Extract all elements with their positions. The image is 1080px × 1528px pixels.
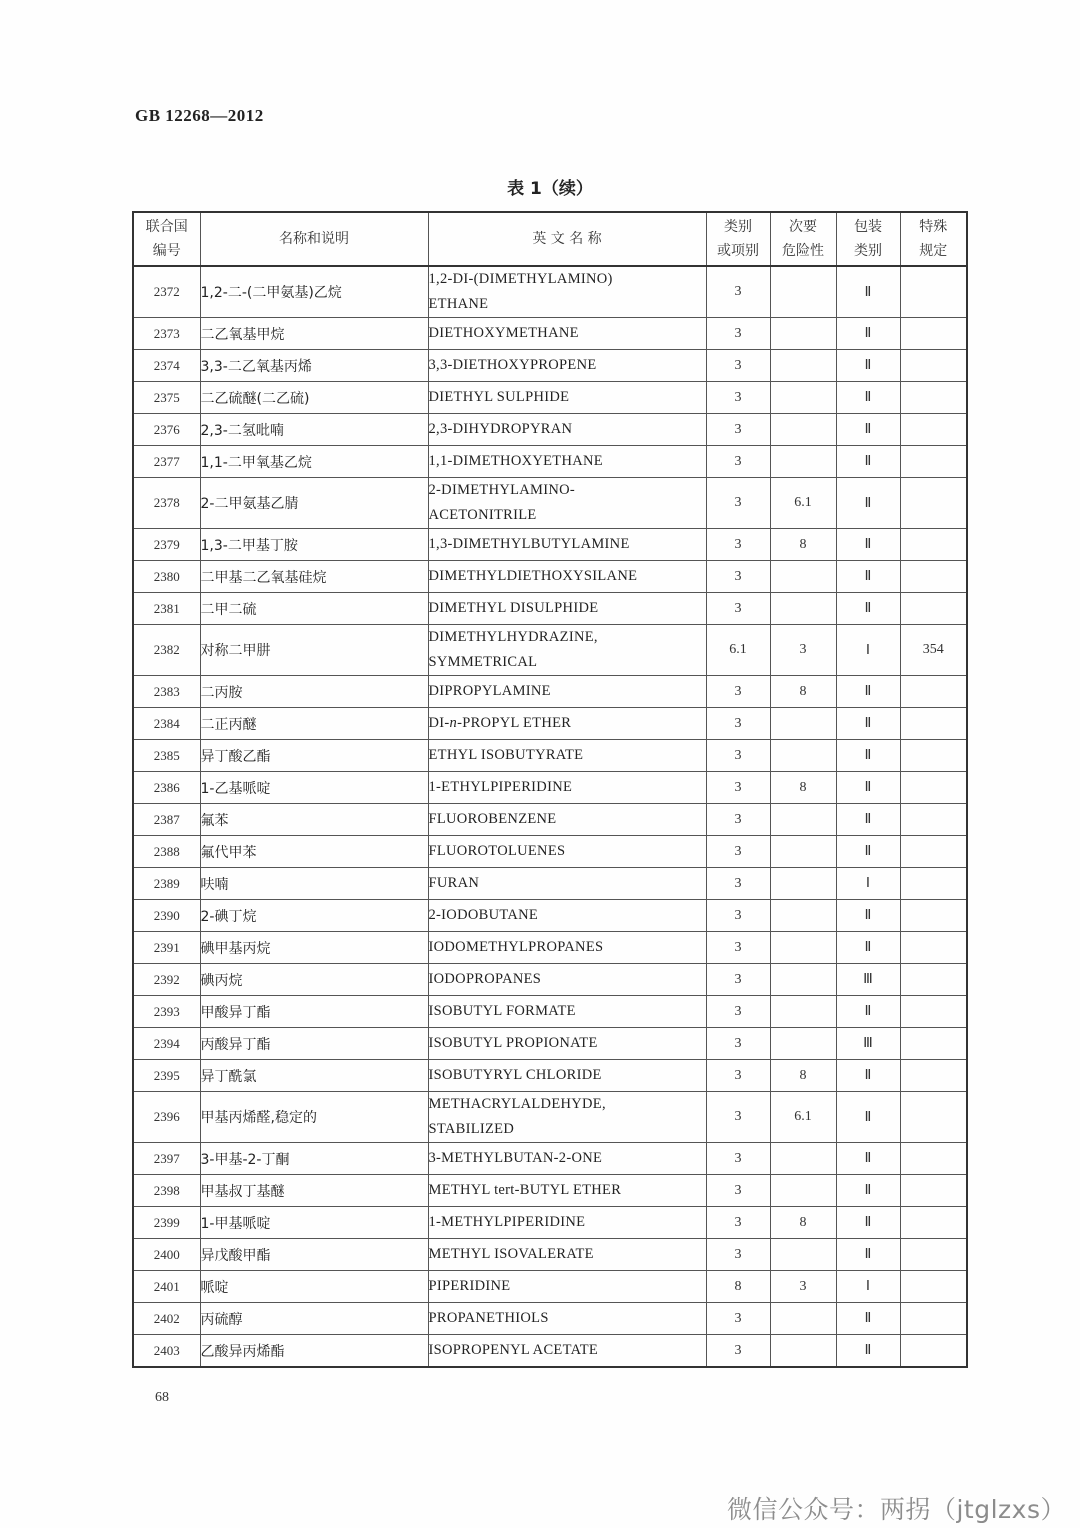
un-number-cell: 2387 (133, 804, 200, 836)
table-row (133, 529, 967, 561)
chinese-name-cell: 碘甲基丙烷 (200, 932, 428, 964)
un-number-cell: 2372 (133, 266, 200, 318)
un-number-cell: 2392 (133, 964, 200, 996)
un-number-cell: 2380 (133, 561, 200, 593)
english-name-cell: DIMETHYL DISULPHIDE (428, 593, 706, 625)
special-provisions-cell (900, 1239, 967, 1271)
english-name-cell: PIPERIDINE (428, 1271, 706, 1303)
special-provisions-cell (900, 266, 967, 318)
special-provisions-cell (900, 561, 967, 593)
english-name-cell: DIETHOXYMETHANE (428, 318, 706, 350)
class-cell: 3 (706, 446, 770, 478)
subsidiary-risk-cell: 8 (770, 529, 836, 561)
class-cell: 3 (706, 529, 770, 561)
english-name-cell: DIETHYL SULPHIDE (428, 382, 706, 414)
subsidiary-risk-cell (770, 593, 836, 625)
special-provisions-cell (900, 1303, 967, 1335)
special-provisions-cell (900, 414, 967, 446)
english-name-cell: 2-DIMETHYLAMINO- ACETONITRILE (428, 478, 706, 529)
standard-code: GB 12268—2012 (135, 106, 264, 125)
table-row (133, 676, 967, 708)
english-name-cell: 1,2-DI-(DIMETHYLAMINO) ETHANE (428, 266, 706, 318)
special-provisions-cell (900, 996, 967, 1028)
class-cell: 3 (706, 964, 770, 996)
packing-group-cell: Ⅱ (836, 318, 900, 350)
subsidiary-risk-cell: 3 (770, 1271, 836, 1303)
class-cell: 3 (706, 836, 770, 868)
packing-group-cell: Ⅱ (836, 382, 900, 414)
chinese-name-cell: 3-甲基-2-丁酮 (200, 1143, 428, 1175)
table-header-row (133, 212, 967, 266)
table-row (133, 900, 967, 932)
chinese-name-cell: 二正丙醚 (200, 708, 428, 740)
un-number-cell: 2396 (133, 1092, 200, 1143)
subsidiary-risk-cell (770, 1335, 836, 1368)
header-packing-group: 包装 类别 (836, 212, 900, 266)
chinese-name-cell: 1,1-二甲氧基乙烷 (200, 446, 428, 478)
chinese-name-cell: 二丙胺 (200, 676, 428, 708)
un-number-cell: 2385 (133, 740, 200, 772)
class-cell: 3 (706, 318, 770, 350)
table-row (133, 1271, 967, 1303)
un-number-cell: 2377 (133, 446, 200, 478)
chinese-name-cell: 异戊酸甲酯 (200, 1239, 428, 1271)
table-row (133, 1143, 967, 1175)
table-row (133, 1060, 967, 1092)
un-number-cell: 2383 (133, 676, 200, 708)
class-cell: 3 (706, 1028, 770, 1060)
un-number-cell: 2373 (133, 318, 200, 350)
subsidiary-risk-cell (770, 868, 836, 900)
packing-group-cell: Ⅱ (836, 932, 900, 964)
english-name-cell: ETHYL ISOBUTYRATE (428, 740, 706, 772)
chinese-name-cell: 2,3-二氢吡喃 (200, 414, 428, 446)
dangerous-goods-table (132, 211, 968, 1368)
table-row (133, 318, 967, 350)
packing-group-cell: Ⅱ (836, 676, 900, 708)
table-row (133, 836, 967, 868)
class-cell: 3 (706, 804, 770, 836)
class-cell: 3 (706, 266, 770, 318)
class-cell: 3 (706, 414, 770, 446)
english-name-cell: METHACRYLALDEHYDE, STABILIZED (428, 1092, 706, 1143)
table-row (133, 932, 967, 964)
table-row (133, 478, 967, 529)
un-number-cell: 2402 (133, 1303, 200, 1335)
english-name-cell: 1-ETHYLPIPERIDINE (428, 772, 706, 804)
un-number-cell: 2389 (133, 868, 200, 900)
special-provisions-cell (900, 932, 967, 964)
table-row (133, 708, 967, 740)
special-provisions-cell (900, 318, 967, 350)
class-cell: 3 (706, 1175, 770, 1207)
un-number-cell: 2394 (133, 1028, 200, 1060)
un-number-cell: 2393 (133, 996, 200, 1028)
subsidiary-risk-cell (770, 318, 836, 350)
packing-group-cell: Ⅱ (836, 772, 900, 804)
subsidiary-risk-cell (770, 964, 836, 996)
class-cell: 3 (706, 900, 770, 932)
packing-group-cell: Ⅱ (836, 1143, 900, 1175)
chinese-name-cell: 异丁酸乙酯 (200, 740, 428, 772)
class-cell: 3 (706, 868, 770, 900)
table-row (133, 996, 967, 1028)
table-row (133, 593, 967, 625)
special-provisions-cell (900, 382, 967, 414)
special-provisions-cell (900, 1271, 967, 1303)
packing-group-cell: Ⅱ (836, 446, 900, 478)
class-cell: 3 (706, 382, 770, 414)
table-row (133, 868, 967, 900)
packing-group-cell: Ⅲ (836, 1028, 900, 1060)
un-number-cell: 2395 (133, 1060, 200, 1092)
packing-group-cell: Ⅱ (836, 350, 900, 382)
watermark: 微信公众号：两拐（jtglzxs） (726, 1495, 1066, 1524)
special-provisions-cell (900, 836, 967, 868)
header-english-name: 英 文 名 称 (428, 212, 706, 266)
subsidiary-risk-cell (770, 561, 836, 593)
header-subsidiary-risk: 次要 危险性 (770, 212, 836, 266)
class-cell: 6.1 (706, 625, 770, 676)
page-number: 68 (155, 1390, 169, 1405)
subsidiary-risk-cell (770, 996, 836, 1028)
table-row (133, 561, 967, 593)
packing-group-cell: Ⅱ (836, 836, 900, 868)
packing-group-cell: Ⅱ (836, 1092, 900, 1143)
header-special-provisions: 特殊 规定 (900, 212, 967, 266)
special-provisions-cell (900, 772, 967, 804)
class-cell: 3 (706, 740, 770, 772)
subsidiary-risk-cell: 8 (770, 676, 836, 708)
header-class: 类别 或项别 (706, 212, 770, 266)
packing-group-cell: Ⅱ (836, 1239, 900, 1271)
english-name-cell: 3,3-DIETHOXYPROPENE (428, 350, 706, 382)
chinese-name-cell: 二甲二硫 (200, 593, 428, 625)
english-name-cell: ISOBUTYL PROPIONATE (428, 1028, 706, 1060)
un-number-cell: 2386 (133, 772, 200, 804)
subsidiary-risk-cell (770, 900, 836, 932)
table-row (133, 1303, 967, 1335)
special-provisions-cell (900, 1207, 967, 1239)
class-cell: 3 (706, 1060, 770, 1092)
english-name-cell: DIMETHYLHYDRAZINE, SYMMETRICAL (428, 625, 706, 676)
subsidiary-risk-cell: 6.1 (770, 1092, 836, 1143)
table-row (133, 266, 967, 318)
chinese-name-cell: 1-甲基哌啶 (200, 1207, 428, 1239)
un-number-cell: 2399 (133, 1207, 200, 1239)
subsidiary-risk-cell (770, 414, 836, 446)
english-name-cell: DIPROPYLAMINE (428, 676, 706, 708)
chinese-name-cell: 呋喃 (200, 868, 428, 900)
table-row (133, 1335, 967, 1368)
english-name-cell: ISOBUTYRYL CHLORIDE (428, 1060, 706, 1092)
class-cell: 3 (706, 593, 770, 625)
subsidiary-risk-cell (770, 836, 836, 868)
special-provisions-cell (900, 1143, 967, 1175)
table-row (133, 1239, 967, 1271)
table-row (133, 964, 967, 996)
packing-group-cell: Ⅱ (836, 1207, 900, 1239)
subsidiary-risk-cell (770, 350, 836, 382)
table-row (133, 740, 967, 772)
special-provisions-cell (900, 1092, 967, 1143)
english-name-cell: DI-n-PROPYL ETHER (428, 708, 706, 740)
subsidiary-risk-cell: 6.1 (770, 478, 836, 529)
class-cell: 3 (706, 1207, 770, 1239)
class-cell: 3 (706, 350, 770, 382)
table-row (133, 446, 967, 478)
packing-group-cell: Ⅱ (836, 740, 900, 772)
chinese-name-cell: 甲基丙烯醛,稳定的 (200, 1092, 428, 1143)
un-number-cell: 2374 (133, 350, 200, 382)
packing-group-cell: Ⅱ (836, 804, 900, 836)
special-provisions-cell (900, 740, 967, 772)
subsidiary-risk-cell: 3 (770, 625, 836, 676)
chinese-name-cell: 丙酸异丁酯 (200, 1028, 428, 1060)
un-number-cell: 2391 (133, 932, 200, 964)
special-provisions-cell (900, 446, 967, 478)
table-row (133, 1175, 967, 1207)
table-row (133, 804, 967, 836)
un-number-cell: 2403 (133, 1335, 200, 1368)
special-provisions-cell (900, 1335, 967, 1368)
english-name-cell: IODOPROPANES (428, 964, 706, 996)
chinese-name-cell: 对称二甲肼 (200, 625, 428, 676)
subsidiary-risk-cell: 8 (770, 1060, 836, 1092)
un-number-cell: 2376 (133, 414, 200, 446)
packing-group-cell: Ⅰ (836, 868, 900, 900)
english-name-cell: DIMETHYLDIETHOXYSILANE (428, 561, 706, 593)
table-title: 表 1（续） (507, 179, 593, 199)
subsidiary-risk-cell (770, 708, 836, 740)
subsidiary-risk-cell (770, 1303, 836, 1335)
class-cell: 3 (706, 1239, 770, 1271)
english-name-cell: FURAN (428, 868, 706, 900)
special-provisions-cell (900, 868, 967, 900)
class-cell: 3 (706, 708, 770, 740)
chinese-name-cell: 3,3-二乙氧基丙烯 (200, 350, 428, 382)
special-provisions-cell (900, 676, 967, 708)
subsidiary-risk-cell (770, 382, 836, 414)
subsidiary-risk-cell (770, 804, 836, 836)
chinese-name-cell: 二乙硫醚(二乙硫) (200, 382, 428, 414)
special-provisions-cell (900, 350, 967, 382)
english-name-cell: METHYL ISOVALERATE (428, 1239, 706, 1271)
special-provisions-cell (900, 593, 967, 625)
packing-group-cell: Ⅱ (836, 593, 900, 625)
english-name-cell: 2-IODOBUTANE (428, 900, 706, 932)
un-number-cell: 2390 (133, 900, 200, 932)
chinese-name-cell: 甲酸异丁酯 (200, 996, 428, 1028)
packing-group-cell: Ⅱ (836, 1175, 900, 1207)
un-number-cell: 2381 (133, 593, 200, 625)
table-row (133, 382, 967, 414)
subsidiary-risk-cell (770, 1143, 836, 1175)
chinese-name-cell: 碘丙烷 (200, 964, 428, 996)
table-row (133, 414, 967, 446)
special-provisions-cell (900, 804, 967, 836)
english-name-cell: METHYL tert-BUTYL ETHER (428, 1175, 706, 1207)
chinese-name-cell: 氟苯 (200, 804, 428, 836)
class-cell: 3 (706, 1303, 770, 1335)
packing-group-cell: Ⅱ (836, 1335, 900, 1368)
english-name-cell: ISOPROPENYL ACETATE (428, 1335, 706, 1368)
packing-group-cell: Ⅱ (836, 266, 900, 318)
chinese-name-cell: 2-碘丁烷 (200, 900, 428, 932)
english-name-cell: PROPANETHIOLS (428, 1303, 706, 1335)
packing-group-cell: Ⅱ (836, 996, 900, 1028)
un-number-cell: 2379 (133, 529, 200, 561)
chinese-name-cell: 二甲基二乙氧基硅烷 (200, 561, 428, 593)
special-provisions-cell: 354 (900, 625, 967, 676)
class-cell: 3 (706, 996, 770, 1028)
special-provisions-cell (900, 900, 967, 932)
un-number-cell: 2388 (133, 836, 200, 868)
header-un-number: 联合国 编号 (133, 212, 200, 266)
packing-group-cell: Ⅱ (836, 900, 900, 932)
subsidiary-risk-cell: 8 (770, 772, 836, 804)
packing-group-cell: Ⅱ (836, 1060, 900, 1092)
subsidiary-risk-cell (770, 1028, 836, 1060)
un-number-cell: 2400 (133, 1239, 200, 1271)
packing-group-cell: Ⅱ (836, 708, 900, 740)
english-name-cell: 1-METHYLPIPERIDINE (428, 1207, 706, 1239)
un-number-cell: 2384 (133, 708, 200, 740)
subsidiary-risk-cell (770, 1175, 836, 1207)
table-row (133, 772, 967, 804)
chinese-name-cell: 2-二甲氨基乙腈 (200, 478, 428, 529)
un-number-cell: 2397 (133, 1143, 200, 1175)
class-cell: 3 (706, 1092, 770, 1143)
subsidiary-risk-cell (770, 932, 836, 964)
special-provisions-cell (900, 1028, 967, 1060)
subsidiary-risk-cell (770, 266, 836, 318)
special-provisions-cell (900, 1060, 967, 1092)
class-cell: 3 (706, 1335, 770, 1368)
english-name-cell: 1,1-DIMETHOXYETHANE (428, 446, 706, 478)
class-cell: 3 (706, 561, 770, 593)
table-row (133, 1092, 967, 1143)
subsidiary-risk-cell (770, 446, 836, 478)
un-number-cell: 2378 (133, 478, 200, 529)
chinese-name-cell: 乙酸异丙烯酯 (200, 1335, 428, 1368)
english-name-cell: 2,3-DIHYDROPYRAN (428, 414, 706, 446)
english-name-cell: IODOMETHYLPROPANES (428, 932, 706, 964)
class-cell: 3 (706, 1143, 770, 1175)
table-row (133, 1028, 967, 1060)
un-number-cell: 2382 (133, 625, 200, 676)
english-name-cell: 1,3-DIMETHYLBUTYLAMINE (428, 529, 706, 561)
header-name-description: 名称和说明 (200, 212, 428, 266)
chinese-name-cell: 1,3-二甲基丁胺 (200, 529, 428, 561)
chinese-name-cell: 二乙氧基甲烷 (200, 318, 428, 350)
english-name-cell: FLUOROBENZENE (428, 804, 706, 836)
class-cell: 3 (706, 772, 770, 804)
un-number-cell: 2375 (133, 382, 200, 414)
chinese-name-cell: 异丁酰氯 (200, 1060, 428, 1092)
chinese-name-cell: 氟代甲苯 (200, 836, 428, 868)
table-row (133, 1207, 967, 1239)
packing-group-cell: Ⅱ (836, 414, 900, 446)
special-provisions-cell (900, 708, 967, 740)
packing-group-cell: Ⅰ (836, 625, 900, 676)
chinese-name-cell: 1,2-二-(二甲氨基)乙烷 (200, 266, 428, 318)
chinese-name-cell: 哌啶 (200, 1271, 428, 1303)
english-name-cell: 3-METHYLBUTAN-2-ONE (428, 1143, 706, 1175)
packing-group-cell: Ⅱ (836, 529, 900, 561)
subsidiary-risk-cell (770, 1239, 836, 1271)
class-cell: 3 (706, 932, 770, 964)
special-provisions-cell (900, 529, 967, 561)
subsidiary-risk-cell (770, 740, 836, 772)
packing-group-cell: Ⅰ (836, 1271, 900, 1303)
special-provisions-cell (900, 964, 967, 996)
chinese-name-cell: 1-乙基哌啶 (200, 772, 428, 804)
packing-group-cell: Ⅱ (836, 1303, 900, 1335)
table-row (133, 350, 967, 382)
subsidiary-risk-cell: 8 (770, 1207, 836, 1239)
un-number-cell: 2401 (133, 1271, 200, 1303)
packing-group-cell: Ⅲ (836, 964, 900, 996)
english-name-cell: FLUOROTOLUENES (428, 836, 706, 868)
special-provisions-cell (900, 1175, 967, 1207)
special-provisions-cell (900, 478, 967, 529)
chinese-name-cell: 甲基叔丁基醚 (200, 1175, 428, 1207)
chinese-name-cell: 丙硫醇 (200, 1303, 428, 1335)
un-number-cell: 2398 (133, 1175, 200, 1207)
class-cell: 3 (706, 676, 770, 708)
english-name-cell: ISOBUTYL FORMATE (428, 996, 706, 1028)
packing-group-cell: Ⅱ (836, 561, 900, 593)
table-row (133, 625, 967, 676)
packing-group-cell: Ⅱ (836, 478, 900, 529)
class-cell: 3 (706, 478, 770, 529)
class-cell: 8 (706, 1271, 770, 1303)
